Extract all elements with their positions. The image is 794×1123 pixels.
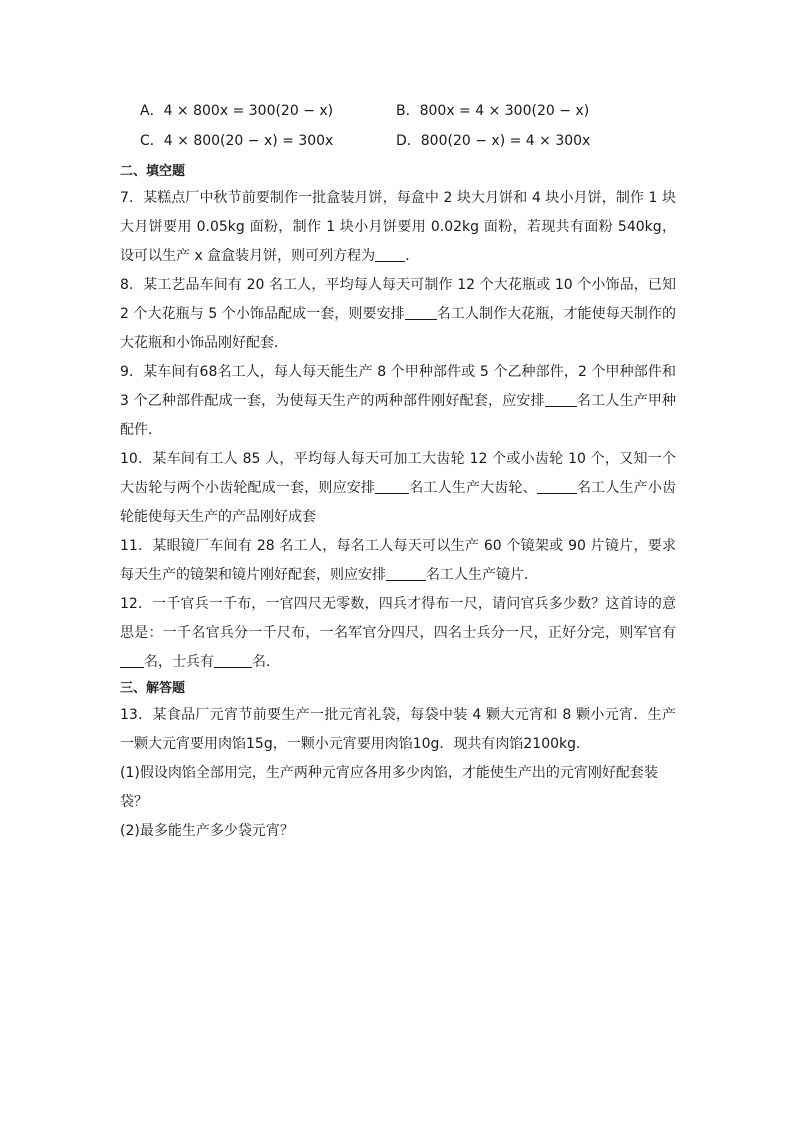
question-10-mid: 名工人生产大齿轮、 — [409, 480, 537, 496]
question-12-end: 名． — [252, 654, 280, 670]
question-10-text: 10．某车间有工人 85 人，平均每人每天可加工大齿轮 12 个或小齿轮 10 个，又知一个大齿轮与两个小齿轮配成一套，则应安排 — [120, 451, 676, 496]
answer-blank[interactable] — [405, 305, 437, 320]
question-7 — [120, 184, 676, 271]
answer-blank[interactable] — [537, 479, 577, 494]
answer-blank[interactable] — [214, 653, 252, 668]
option-d: D．800(20 − x) = 4 × 300x — [396, 133, 591, 149]
question-7-text: 7．某糕点厂中秋节前要制作一批盒装月饼，每盒中 2 块大月饼和 4 块小月饼，制作 1 块大月饼要用 0.05kg 面粉，制作 1 块小月饼要用 0.02kg 面粉，若现共有面粉 540kg，设可以生产 x 盒盒装月饼，则可列方程为 — [120, 190, 676, 264]
question-7-end: ． — [405, 248, 420, 264]
answer-blank[interactable] — [375, 479, 409, 494]
question-11 — [120, 532, 676, 590]
options-row-1 — [140, 100, 700, 130]
question-10 — [120, 445, 676, 532]
section-fill-heading: 二、填空题 — [120, 164, 186, 179]
answer-blank[interactable] — [386, 566, 426, 581]
question-13-part-1: (1)假设肉馅全部用完，生产两种元宵应各用多少肉馅，才能使生产出的元宵刚好配套装袋？ — [120, 765, 658, 810]
question-11-text: 11．某眼镜厂车间有 28 名工人，每名工人每天可以生产 60 个镜架或 90 片镜片，要求每天生产的镜架和镜片刚好配套，则应安排 — [120, 538, 676, 583]
answer-blank[interactable] — [545, 392, 577, 407]
answer-blank[interactable] — [120, 653, 144, 668]
question-9-end: 名工人生产甲种配件． — [120, 393, 677, 438]
question-12-text: 12．一千官兵一千布，一官四尺无零数，四兵才得布一尺，请问官兵多少数？这首诗的意思是：一千名官兵分一千尺布，一名军官分四尺，四名士兵分一尺，正好分完，则军官有 — [120, 596, 676, 641]
option-a: A．4 × 800x = 300(20 − x) — [140, 103, 334, 119]
option-b: B．800x = 4 × 300(20 − x) — [396, 103, 590, 119]
question-13-part-2: (2)最多能生产多少袋元宵？ — [120, 823, 294, 839]
question-12 — [120, 590, 676, 677]
question-12-mid: 名，士兵有 — [144, 654, 214, 670]
question-11-end: 名工人生产镜片． — [426, 567, 538, 583]
question-8-end: 名工人制作大花瓶，才能使每天制作的大花瓶和小饰品刚好配套． — [120, 306, 676, 351]
answer-blank[interactable] — [375, 247, 405, 262]
question-8 — [120, 271, 676, 358]
question-13-stem: 13．某食品厂元宵节前要生产一批元宵礼袋，每袋中装 4 颗大元宵和 8 颗小元宵．生产一颗大元宵要用肉馅15g，一颗小元宵要用肉馅10g．现共有肉馅2100kg． — [120, 707, 676, 752]
answer-options — [140, 100, 700, 160]
questions-content — [120, 160, 676, 846]
option-c: C．4 × 800(20 − x) = 300x — [140, 133, 334, 149]
question-9 — [120, 358, 676, 445]
question-10-end: 名工人生产小齿轮能使每天生产的产品刚好成套 — [120, 480, 677, 525]
question-8-text: 8．某工艺品车间有 20 名工人，平均每人每天可制作 12 个大花瓶或 10 个小饰品，已知 2 个大花瓶与 5 个小饰品配成一套，则要安排 — [120, 277, 676, 322]
options-row-2 — [140, 130, 700, 160]
question-9-text: 9．某车间有68名工人，每人每天能生产 8 个甲种部件或 5 个乙种部件，2 个甲种部件和 3 个乙种部件配成一套，为使每天生产的两种部件刚好配套，应安排 — [120, 364, 676, 409]
section-solve-heading: 三、解答题 — [120, 681, 186, 696]
